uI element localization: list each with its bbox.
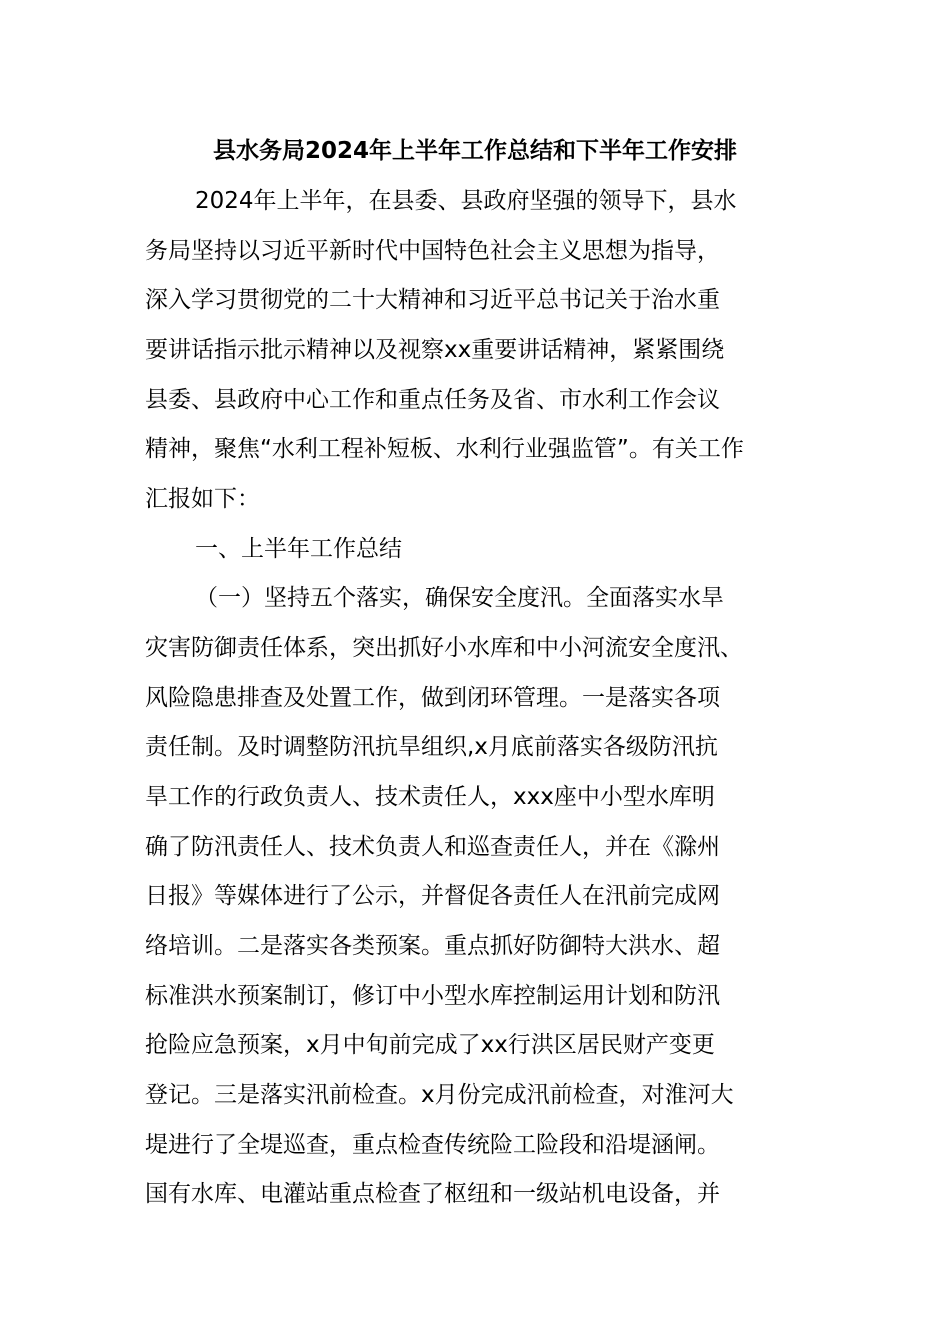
paragraph-line: 确了防汛责任人、技术负责人和巡查责任人，并在《滁州: [145, 834, 720, 860]
paragraph-line: （一）坚持五个落实，确保安全度汛。全面落实水旱: [195, 585, 724, 611]
paragraph-line: 络培训。二是落实各类预案。重点抓好防御特大洪水、超: [145, 933, 720, 959]
paragraph-line: 务局坚持以习近平新时代中国特色社会主义思想为指导，: [145, 238, 720, 264]
paragraph-line: 深入学习贯彻党的二十大精神和习近平总书记关于治水重: [145, 287, 720, 313]
paragraph-line: 2024年上半年，在县委、县政府坚强的领导下，县水: [195, 188, 737, 214]
paragraph-line: 标准洪水预案制订，修订中小型水库控制运用计划和防汛: [145, 983, 720, 1009]
paragraph-line: 日报》等媒体进行了公示，并督促各责任人在汛前完成网: [145, 883, 720, 909]
paragraph-line: 登记。三是落实汛前检查。x月份完成汛前检查，对淮河大: [145, 1082, 734, 1108]
paragraph-line: 风险隐患排查及处置工作，做到闭环管理。一是落实各项: [145, 685, 720, 711]
paragraph-line: 汇报如下：: [145, 486, 260, 512]
paragraph-line: 县委、县政府中心工作和重点任务及省、市水利工作会议: [145, 387, 720, 413]
paragraph-line: 精神，聚焦“水利工程补短板、水利行业强监管”。有关工作: [145, 436, 744, 462]
paragraph-line: 堤进行了全堤巡查，重点检查传统险工险段和沿堤涵闸。: [145, 1132, 720, 1158]
paragraph-line: 旱工作的行政负责人、技术责任人，xxx座中小型水库明: [145, 784, 715, 810]
document-title: 县水务局2024年上半年工作总结和下半年工作安排: [212, 138, 737, 164]
paragraph-line: 灾害防御责任体系，突出抓好小水库和中小河流安全度汛、: [145, 635, 743, 661]
paragraph-line: 抢险应急预案，x月中旬前完成了xx行洪区居民财产变更: [145, 1032, 715, 1058]
section-heading: 一、上半年工作总结: [195, 536, 402, 562]
paragraph-line: 责任制。及时调整防汛抗旱组织,x月底前落实各级防汛抗: [145, 734, 718, 760]
paragraph-line: 国有水库、电灌站重点检查了枢纽和一级站机电设备，并: [145, 1181, 720, 1207]
paragraph-line: 要讲话指示批示精神以及视察xx重要讲话精神，紧紧围绕: [145, 337, 725, 363]
